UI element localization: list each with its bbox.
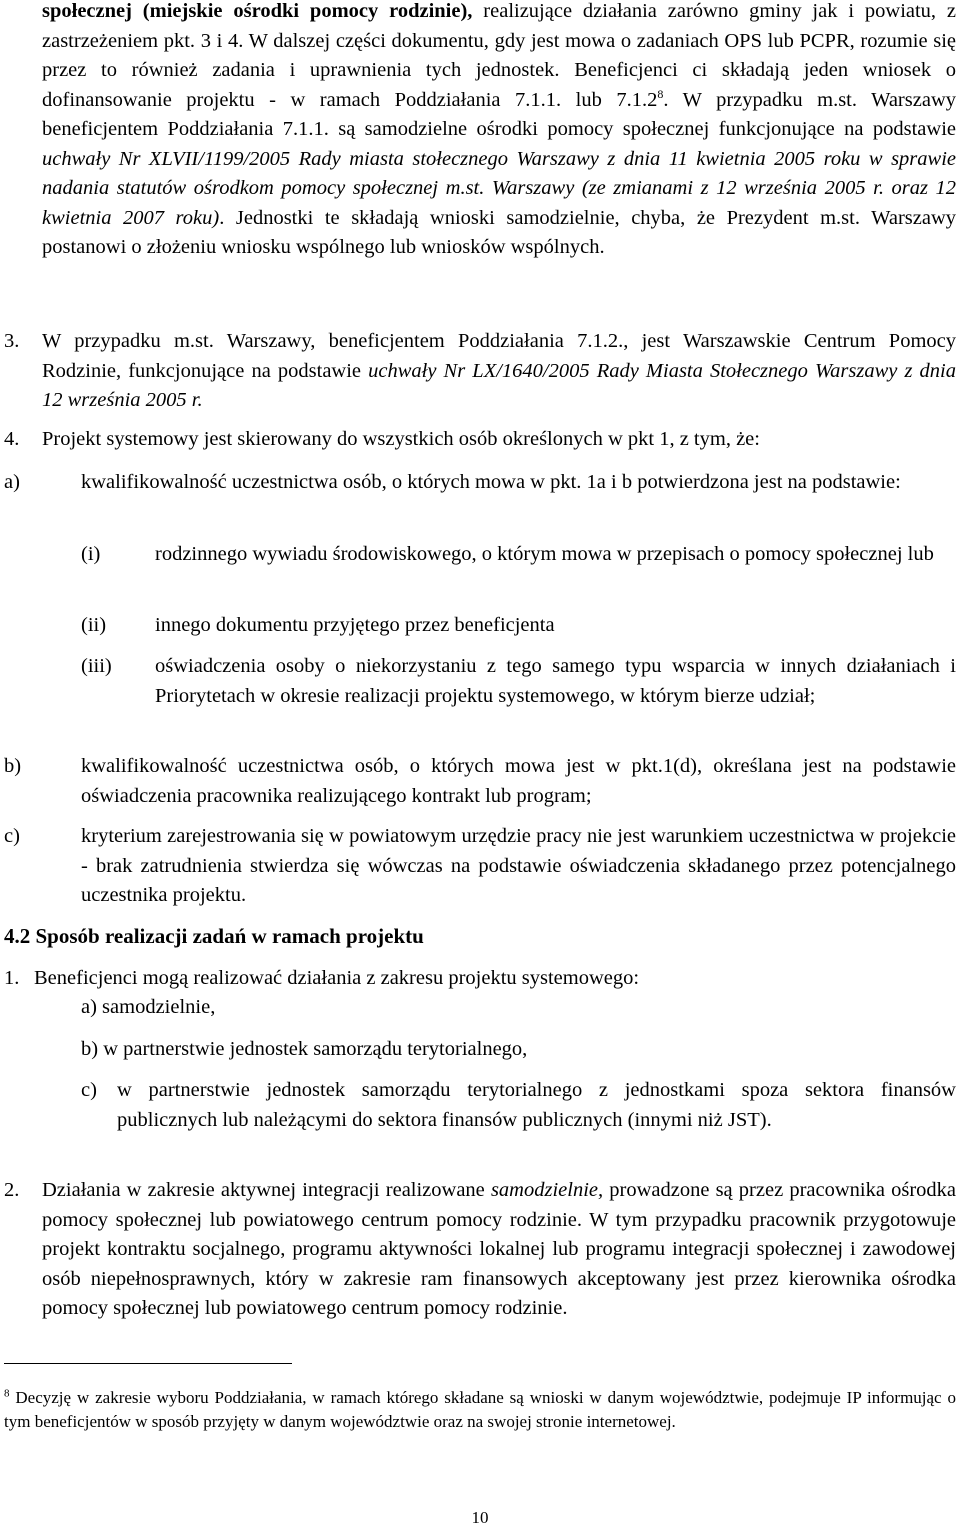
sub-item-ii-label: (ii) xyxy=(81,614,107,636)
item-b-text: kwalifikowalność uczestnictwa osób, o których mowa jest w pkt.1(d), określana jest na podstawie oświadczenia pracownika realizującego kontrakt lub program; xyxy=(81,755,956,807)
paragraph-text: W przypadku m.st. Warszawy, beneficjentem Poddziałania 7.1.2., jest Warszawskie Centrum Pomocy Rodzinie, funkcjonujące na podstawie xyxy=(42,330,956,382)
italic-term: samodzielnie, xyxy=(490,1179,604,1201)
point-4-number: 4. xyxy=(4,428,20,450)
paragraph-text: . W przypadku m.st. Warszawy beneficjentem Poddziałania 7.1.1. są samodzielne ośrodki pomocy społecznej funkcjonujące na podstawie xyxy=(42,88,956,140)
option-b: b) w partnerstwie jednostek samorządu terytorialnego, xyxy=(81,1038,528,1060)
section-heading: 4.2 Sposób realizacji zadań w ramach projektu xyxy=(4,924,424,948)
option-c-text: w partnerstwie jednostek samorządu terytorialnego z jednostkami spoza sektora finansów publicznych lub należącymi do sektora finansów publicznych (innymi niż JST). xyxy=(117,1079,956,1131)
item-a-text: kwalifikowalność uczestnictwa osób, o których mowa w pkt. 1a i b potwierdzona jest na podstawie: xyxy=(81,471,901,493)
option-a: a) samodzielnie, xyxy=(81,996,216,1018)
paragraph-text: prowadzone są przez pracownika ośrodka pomocy społecznej lub powiatowego centrum pomocy rodzinie. W tym przypadku pracownik przygotowuje projekt kontraktu socjalnego, programu aktywności lokalnej lub programu integracji społecznej i zawodowej osób niepełnosprawnych, który w zakresie ram finansowych akceptowany jest przez kierownika ośrodka pomocy społecznej lub powiatowego centrum pomocy rodzinie. xyxy=(42,1179,956,1319)
continuation-paragraph xyxy=(42,0,956,263)
footnote-number: 8 xyxy=(4,1387,10,1400)
section-point-1-text: Beneficjenci mogą realizować działania z zakresu projektu systemowego: xyxy=(34,967,640,989)
point-4-text: Projekt systemowy jest skierowany do wszystkich osób określonych w pkt 1, z tym, że: xyxy=(42,428,760,450)
resolution-citation: uchwały Nr LX/1640/2005 Rady Miasta Stołecznego Warszawy z dnia 12 września 2005 r. xyxy=(42,359,956,411)
section-point-1-number: 1. xyxy=(4,967,20,989)
bold-lead-text: społecznej (miejskie ośrodki pomocy rodzinie), xyxy=(42,0,473,22)
point-3-text xyxy=(42,327,956,416)
item-c-text: kryterium zarejestrowania się w powiatowym urzędzie pracy nie jest warunkiem uczestnictwa w projekcie - brak zatrudnienia stwierdza się wówczas na podstawie oświadczenia składanego przez potencjalnego uczestnika projektu. xyxy=(81,825,956,906)
item-b-label: b) xyxy=(4,755,22,777)
footnote-separator xyxy=(4,1363,292,1364)
resolution-citation: uchwały Nr XLVII/1199/2005 Rady miasta stołecznego Warszawy z dnia 11 kwietnia 2005 roku w sprawie nadania statutów ośrodkom pomocy społecznej m.st. Warszawy (ze zmianami z 12 września 2005 r. oraz 12 kwietnia 2007 roku) xyxy=(42,147,956,229)
section-point-2-text xyxy=(42,1176,956,1324)
footnote-ref-8: 8 xyxy=(657,86,664,101)
sub-item-iii-label: (iii) xyxy=(81,655,112,677)
sub-item-ii-text: innego dokumentu przyjętego przez beneficjenta xyxy=(155,614,555,636)
point-3-number: 3. xyxy=(4,330,20,352)
footnote-text: Decyzję w zakresie wyboru Poddziałania, w ramach którego składane są wnioski w danym województwie, podejmuje IP informując o tym beneficjentów w sposób przyjęty w danym województwie oraz na swojej stronie internetowej. xyxy=(4,1388,956,1431)
page-number: 10 xyxy=(471,1508,489,1527)
footnote-8 xyxy=(4,1386,956,1434)
paragraph-text: . Jednostki te składają wnioski samodzielnie, chyba, że Prezydent m.st. Warszawy postanowi o złożeniu wniosku wspólnego lub wniosków wspólnych. xyxy=(42,206,956,258)
sub-item-iii-text: oświadczenia osoby o niekorzystaniu z tego samego typu wsparcia w innych działaniach i Priorytetach w okresie realizacji projektu systemowego, w którym bierze udział; xyxy=(155,655,956,707)
section-point-2-number: 2. xyxy=(4,1179,20,1201)
paragraph-text: Działania w zakresie aktywnej integracji realizowane xyxy=(42,1179,491,1201)
item-c-label: c) xyxy=(4,825,20,847)
paragraph-text: realizujące działania zarówno gminy jak i powiatu, z zastrzeżeniem pkt. 3 i 4. W dalszej części dokumentu, gdy jest mowa o zadaniach OPS lub PCPR, rozumie się przez to również zadania i uprawnienia tych jednostek. Beneficjenci ci składają jeden wniosek o dofinansowanie projektu - w ramach Poddziałania 7.1.1. lub 7.1.2 xyxy=(42,0,957,111)
sub-item-i-label: (i) xyxy=(81,543,101,565)
sub-item-i-text: rodzinnego wywiadu środowiskowego, o którym mowa w przepisach o pomocy społecznej lub xyxy=(155,543,934,565)
item-a-label: a) xyxy=(4,471,20,493)
option-c-label: c) xyxy=(81,1079,97,1101)
